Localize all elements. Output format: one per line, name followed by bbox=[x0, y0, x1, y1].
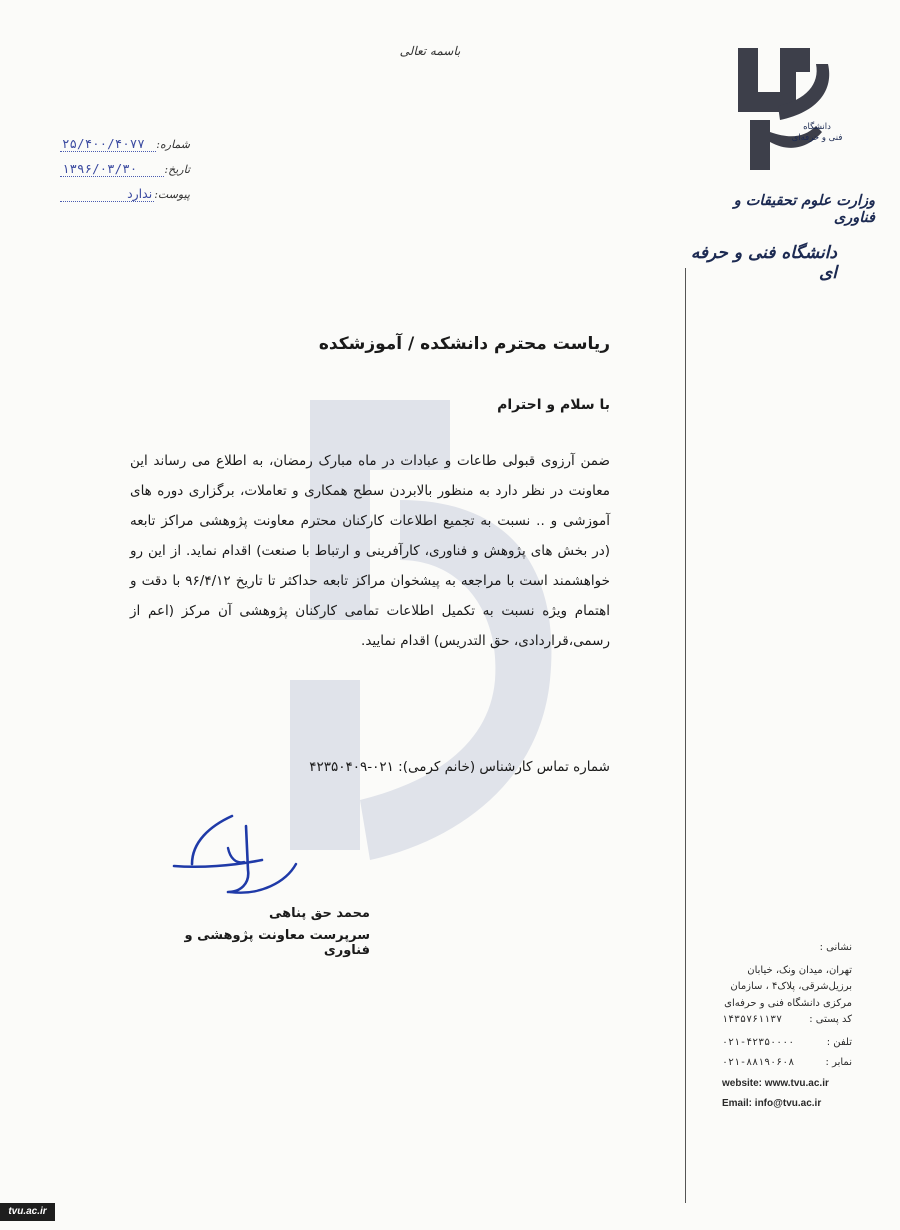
number-value: ۲۵/۴۰۰/۴۰۷۷ bbox=[60, 136, 156, 152]
ministry-name: وزارت علوم تحقیقات و فناوری bbox=[733, 192, 875, 226]
university-name: دانشگاه فنی و حرفه ای bbox=[690, 243, 837, 283]
logo-caption bbox=[788, 122, 846, 144]
email-link[interactable]: Email: info@tvu.ac.ir bbox=[722, 1098, 822, 1109]
attachment-value: ندارد bbox=[60, 186, 154, 202]
address-line1: تهران، میدان ونک، خیابان bbox=[747, 964, 852, 976]
footer-contact bbox=[722, 940, 852, 1113]
letter-meta bbox=[60, 136, 190, 211]
phone-label: تلفن : bbox=[826, 1036, 852, 1048]
number-label: شماره: bbox=[156, 138, 190, 151]
address-label: نشانی : bbox=[819, 942, 852, 953]
signatory-name: محمد حق پناهی bbox=[268, 906, 370, 921]
university-logo-icon bbox=[730, 42, 840, 172]
handwritten-signature-icon bbox=[170, 808, 305, 903]
site-badge[interactable]: tvu.ac.ir bbox=[0, 1203, 55, 1221]
fax-label: نمابر : bbox=[825, 1057, 852, 1068]
date-row bbox=[60, 161, 190, 183]
phone-value: ۰۲۱-۴۲۳۵۰۰۰۰ bbox=[722, 1036, 795, 1048]
date-label: تاریخ: bbox=[164, 163, 190, 176]
basmala: باسمه تعالی bbox=[399, 44, 461, 58]
website-link[interactable]: website: www.tvu.ac.ir bbox=[722, 1077, 829, 1089]
logo-caption-line2: فنی و حرفه‌ای bbox=[791, 133, 843, 143]
letter-body: ضمن آرزوی قبولی طاعات و عبادات در ماه مبارک رمضان، به اطلاع می رساند این معاونت در نظر دارد به منظور بالابردن سطح همکاری و تعاملات، برگزاری دوره های آموزشی و .. نسبت به تجمیع اطلاعات کارکنان محترم معاونت پژوهشی مراکز تابعه (در بخش های پژوهش و فناوری، کارآفرینی و ارتباط با صنعت) اقدام نماید. از این رو خواهشمند است با مراجعه به پیشخوان مراکز تابعه حداکثر تا تاریخ ۹۶/۴/۱۲ با دقت و اهتمام ویژه نسبت به تکمیل اطلاعات تمامی کارکنان پژوهشی آن مرکز (اعم از رسمی،قراردادی، حق التدریس) اقدام نمایید. bbox=[130, 453, 610, 649]
contact-line: شماره تماس کارشناس (خانم کرمی): ۰۲۱-۴۲۳۵۰۴۰۹ bbox=[309, 759, 610, 775]
vertical-divider bbox=[685, 268, 686, 1203]
attachment-row bbox=[60, 186, 190, 208]
recipient-heading: ریاست محترم دانشکده / آموزشکده bbox=[318, 334, 610, 354]
signatory-title: سرپرست معاونت پژوهشی و فناوری bbox=[184, 928, 370, 958]
fax-value: ۰۲۱-۸۸۱۹۰۶۰۸ bbox=[722, 1057, 795, 1068]
address-line3: مرکزی دانشگاه فنی و حرفه‌ای bbox=[724, 997, 852, 1009]
postal-label: کد پستی : bbox=[809, 1014, 852, 1025]
fax-row bbox=[722, 1055, 852, 1072]
postal-value: ۱۴۳۵۷۶۱۱۳۷ bbox=[722, 1014, 783, 1025]
phone-row bbox=[722, 1035, 852, 1052]
greeting: با سلام و احترام bbox=[497, 397, 610, 413]
logo-caption-line1: دانشگاه bbox=[803, 122, 831, 132]
number-row bbox=[60, 136, 190, 158]
address-line2: برزیل‌شرقی، پلاک۴ ، سازمان bbox=[730, 981, 852, 992]
postal-row bbox=[722, 1012, 852, 1029]
attachment-label: پیوست: bbox=[154, 188, 190, 201]
date-value: ۱۳۹۶/۰۳/۳۰ bbox=[60, 161, 164, 177]
